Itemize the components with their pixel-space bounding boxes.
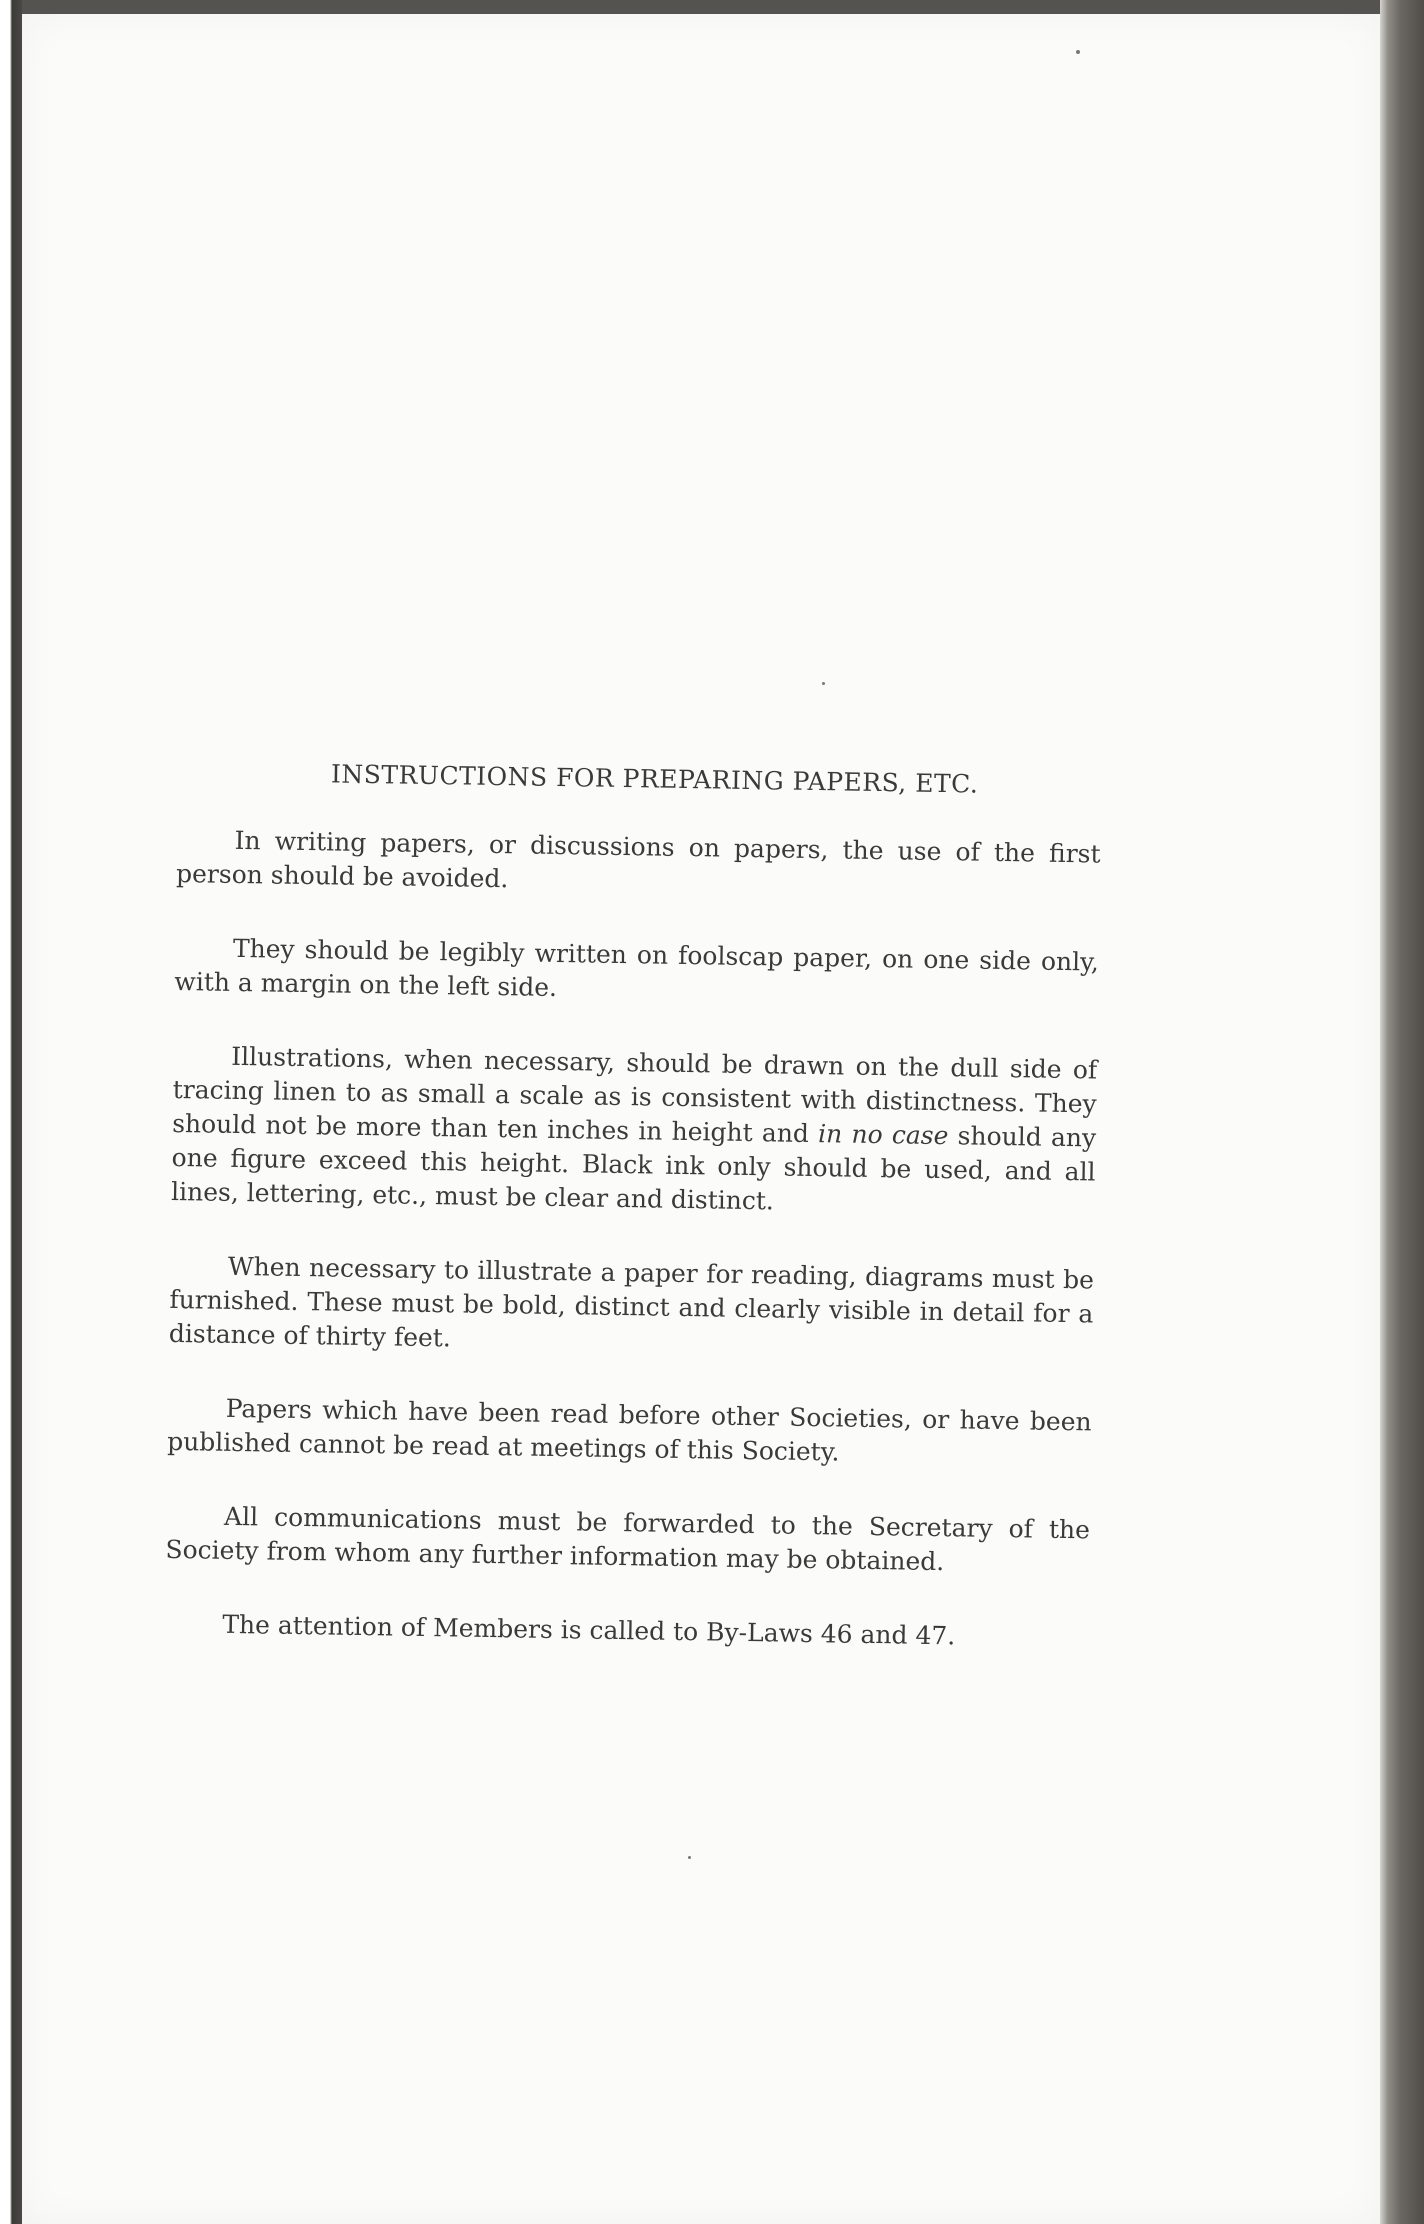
- scan-top-edge: [0, 0, 1424, 14]
- paragraph-communications: All communications must be forwarded to the Secretary of the Society from whom any further information may be obtained.: [165, 1501, 1091, 1577]
- dust-speck: [822, 682, 825, 685]
- instructions-text: [164, 755, 1102, 1655]
- paragraph-by-laws: The attention of Members is called to By-Laws 46 and 47.: [222, 1609, 956, 1651]
- paragraph-illustrations-emphasis: in no case: [817, 1119, 949, 1151]
- paragraph-illustrations-part1: Illustrations, when necessary, should be drawn on the dull side of tracing linen to as small a scale as is consistent with distinctness. They should not be more than ten inches in height and: [171, 1041, 1098, 1149]
- scan-left-edge: [0, 0, 22, 2224]
- dust-speck: [1076, 50, 1080, 54]
- paragraph-illustrations: [171, 1039, 1098, 1223]
- paragraph-foolscap: They should be legibly written on foolscap paper, on one side only, with a margin on the left side.: [174, 933, 1100, 1002]
- scan-right-edge: [1380, 0, 1424, 2224]
- dust-speck: [688, 1856, 691, 1859]
- paragraph-diagrams: When necessary to illustrate a paper for reading, diagrams must be furnished. These must be bold, distinct and clearly visible in detail for a distance of thirty feet.: [168, 1251, 1095, 1353]
- page-heading: INSTRUCTIONS FOR PREPARING PAPERS, ETC.: [330, 759, 979, 799]
- paragraph-other-societies: Papers which have been read before other Societies, or have been published cannot be read at meetings of this Society.: [166, 1393, 1092, 1467]
- paragraph-first-person: In writing papers, or discussions on papers, the use of the first person should be avoided.: [175, 825, 1101, 894]
- paragraph-illustrations-part2: should any one figure exceed this height. Black ink only should be used, and all lines, lettering, etc., must be clear and distinct.: [170, 1121, 1097, 1216]
